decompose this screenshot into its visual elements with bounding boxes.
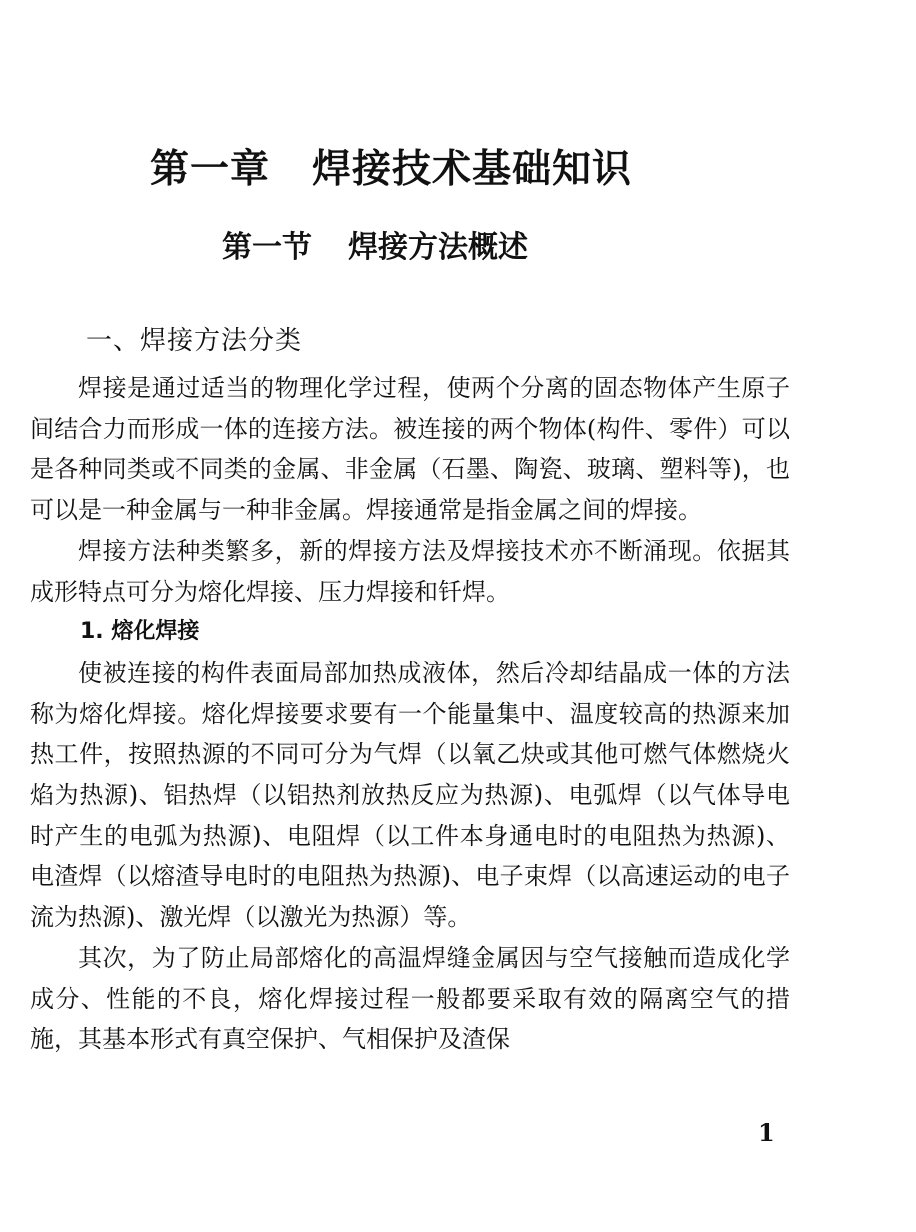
chapter-name: 焊接技术基础知识 — [312, 146, 633, 192]
section-name: 焊接方法概述 — [348, 230, 528, 265]
paragraph: 使被连接的构件表面局部加热成液体，然后冷却结晶成一体的方法称为熔化焊接。熔化焊接要求要有一个能量集中、温度较高的热源来加热工件，按照热源的不同可分为气焊（以氧乙炔或其他可燃气体燃烧火焰为热源)、铝热焊（以铝热剂放热反应为热源)、电弧焊（以气体导电时产生的电弧为热源)、电阻焊（以工件本身通电时的电阻热为热源)、电渣焊（以熔渣导电时的电阻热为热源)、电子束焊（以高速运动的电子流为热源)、激光焊（以激光为热源）等。 — [30, 658, 790, 932]
subheading-fusion-welding: 1. 熔化焊接 — [80, 619, 200, 645]
paragraph: 焊接是通过适当的物理化学过程，使两个分离的固态物体产生原子间结合力而形成一体的连接方法。被连接的两个物体(构件、零件）可以是各种同类或不同类的金属、非金属（石墨、陶瓷、玻璃、塑料等)，也可以是一种金属与一种非金属。焊接通常是指金属之间的焊接。 — [30, 374, 790, 525]
body-text — [30, 368, 790, 1060]
chapter-title — [150, 138, 632, 194]
paragraph: 其次，为了防止局部熔化的高温焊缝金属因与空气接触而造成化学成分、性能的不良，熔化焊接过程一般都要采取有效的隔离空气的措施，其基本形式有真空保护、气相保护及渣保 — [30, 943, 790, 1054]
subsection-heading: 一、焊接方法分类 — [86, 326, 303, 356]
page-number: 1 — [758, 1118, 775, 1147]
paragraph: 焊接方法种类繁多，新的焊接方法及焊接技术亦不断涌现。依据其成形特点可分为熔化焊接、压力焊接和钎焊。 — [30, 536, 790, 606]
section-number: 第一节 — [222, 230, 312, 265]
section-title — [222, 222, 528, 266]
chapter-number: 第一章 — [150, 146, 271, 192]
